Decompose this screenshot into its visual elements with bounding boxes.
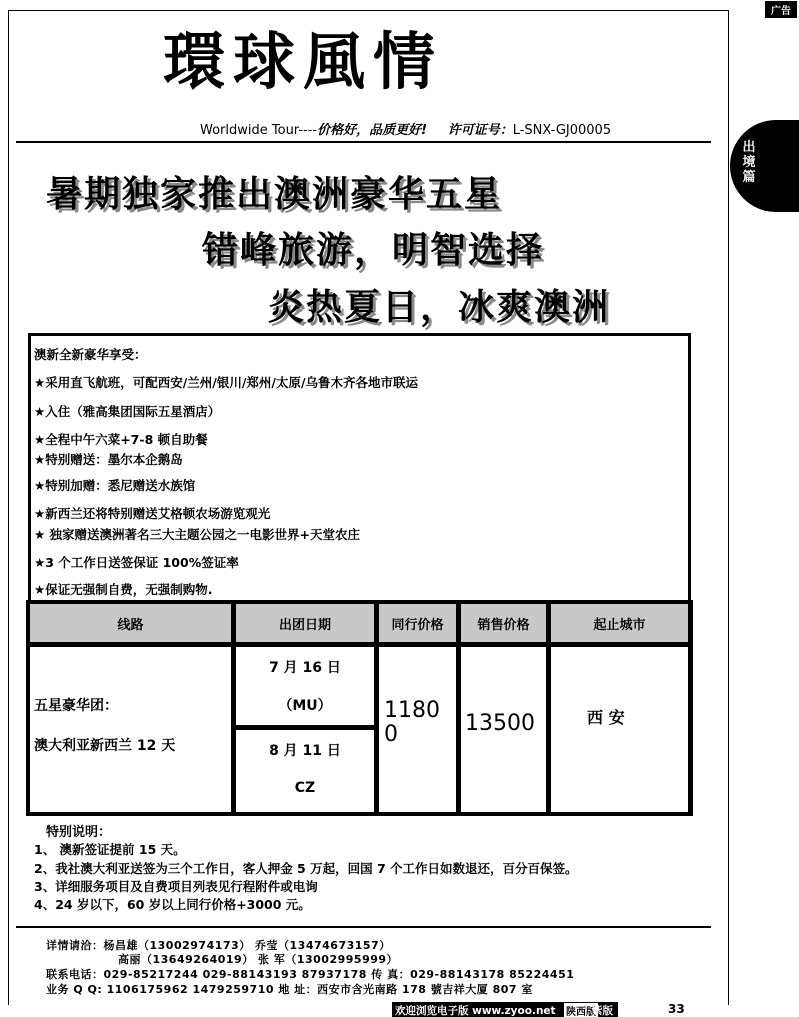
feature-item: ★采用直飞航班，可配西安/兰州/银川/郑州/太原/乌鲁木齐各地市联运 (34, 375, 419, 390)
note-item: 4、24 岁以下，60 岁以上同行价格+3000 元。 (34, 897, 311, 912)
airline-2: CZ (294, 780, 316, 796)
feature-item: ★ 独家赠送澳洲著名三大主题公园之一电影世界+天堂农庄 (34, 527, 361, 542)
features-title: 澳新全新豪华享受： (34, 347, 147, 362)
note-item: 3、详细服务项目及自费项目列表见行程附件或电询 (34, 879, 318, 894)
ad-corner-tag: 广告 (765, 1, 797, 18)
notes-title: 特别说明： (46, 825, 112, 840)
airline-1: （MU） (278, 698, 332, 714)
section-side-tab-label: 出境篇 (742, 140, 756, 185)
departure-city: 西 安 (587, 708, 625, 727)
page-border-top (8, 10, 729, 11)
contact-line-2: 高丽（13649264019） 张 军（13002995999） (118, 953, 399, 966)
page-border-left (8, 10, 9, 1005)
feature-item: ★特别加赠：悉尼赠送水族馆 (34, 478, 196, 493)
page-number: 33 (668, 1002, 685, 1016)
brand-title: 環球風情 (163, 25, 444, 98)
contact-line-3: 联系电话：029-85217244 029-88143193 87937178 传 真：029-88143178 85224451 (46, 968, 575, 981)
departure-date-1: 7 月 16 日 (269, 660, 341, 676)
note-item: 2、我社澳大利亚送签为三个工作日，客人押金 5 万起，回国 7 个工作日如数退还，百分百保签。 (34, 861, 578, 876)
headline-2: 错峰旅游，明智选择 (202, 230, 545, 271)
route-line-2: 澳大利亚新西兰 12 天 (34, 738, 176, 754)
feature-item: ★3 个工作日送签保证 100%签证率 (34, 555, 239, 570)
table-header-sale-price: 销售价格 (461, 604, 546, 642)
feature-item: ★特别赠送：墨尔本企鹅岛 (34, 452, 183, 467)
feature-item: ★入住（雅高集团国际五星酒店） (34, 404, 221, 419)
peer-price-cell (379, 647, 456, 812)
table-header-peer-price: 同行价格 (379, 604, 456, 642)
feature-item: ★新西兰还将特别赠送艾格顿农场游览观光 (34, 506, 271, 521)
route-line-1: 五星豪华团： (34, 698, 118, 714)
headline-3: 炎热夏日，冰爽澳洲 (268, 287, 611, 328)
date-cell-1 (236, 647, 374, 725)
license-label: 许可证号： (447, 123, 513, 138)
feature-item: ★保证无强制自费，无强制购物. (34, 582, 213, 597)
peer-price-part-1: 1180 (384, 698, 440, 723)
departure-date-2: 8 月 11 日 (269, 743, 341, 759)
slogan-line (200, 119, 611, 138)
tour-price-table (26, 600, 693, 816)
feature-item: ★全程中午六菜+7-8 顿自助餐 (34, 432, 208, 447)
footer-edition: 陕西版 (564, 1003, 598, 1017)
date-cell-2 (236, 730, 374, 812)
table-header-date: 出团日期 (236, 604, 374, 642)
route-cell (30, 647, 231, 812)
license-number: L-SNX-GJ00005 (512, 123, 612, 138)
sale-price-cell (461, 647, 546, 812)
headline-1: 暑期独家推出澳洲豪华五星 (46, 174, 503, 215)
footer-print-color: 紫版 (592, 1005, 613, 1017)
table-header-route: 线路 (30, 604, 231, 642)
header-divider (16, 141, 711, 143)
contact-divider (16, 926, 711, 928)
peer-price-part-2: 0 (384, 722, 398, 747)
contact-line-4: 业务 Q Q: 1106175962 1479259710 地 址：西安市含光南路 178 號吉祥大厦 807 室 (46, 983, 533, 996)
slogan-cn: 价格好，品质更好! (317, 123, 428, 138)
table-header-city: 起止城市 (551, 604, 688, 642)
footer-website: 欢迎浏览电子版 www.zyoo.net (395, 1005, 556, 1017)
contact-line-1: 详情请洽：杨昌雄（13002974173） 乔莹（13474673157） (46, 939, 391, 952)
note-item: 1、 澳新签证提前 15 天。 (34, 842, 186, 857)
page-border-right (728, 10, 729, 1005)
city-cell (551, 647, 688, 812)
slogan-en: Worldwide Tour---- (200, 123, 318, 138)
sale-price: 13500 (465, 711, 535, 736)
